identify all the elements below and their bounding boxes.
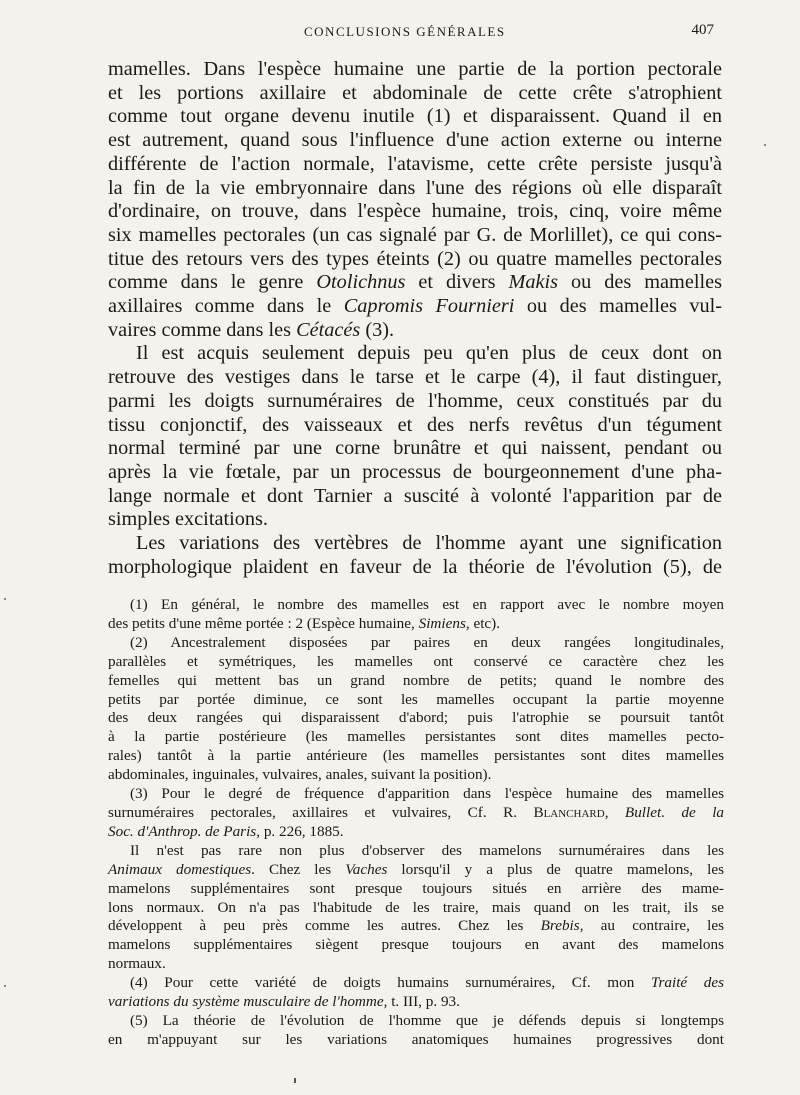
text-run: des petits d'une même portée : 2 (Espèce humaine, xyxy=(108,614,419,632)
scan-speck xyxy=(4,985,6,987)
running-title: CONCLUSIONS GÉNÉRALES xyxy=(304,24,506,39)
book-title: Traité des xyxy=(650,974,724,992)
scan-mark xyxy=(294,1078,296,1083)
text-line xyxy=(108,974,724,993)
text-line: six mamelles pectorales (un cas signalé par G. de Morlillet), ce qui cons- xyxy=(108,223,722,246)
footnote-3-continued xyxy=(108,842,724,974)
footnotes xyxy=(108,596,724,1050)
text-line: est autrement, quand sous l'influence d'une action externe ou interne xyxy=(108,129,722,152)
genus-name: Otolichnus xyxy=(316,271,406,294)
text-run: comme dans le genre xyxy=(108,271,317,294)
journal-title: Bullet. de la xyxy=(624,803,725,821)
text-line xyxy=(108,319,722,343)
text-run: , p. 226, 1885. xyxy=(256,822,344,840)
text-run: . Chez les xyxy=(251,860,346,878)
text-line xyxy=(108,295,722,319)
footnote-1 xyxy=(108,596,724,634)
text-line: simples excitations. xyxy=(108,508,268,531)
text-line: normaux. xyxy=(108,955,166,973)
text-line: différente de l'action normale, l'atavisme, cette crête persiste jusqu'à xyxy=(108,152,722,175)
italic-term: Animaux domestiques xyxy=(108,860,252,878)
text-run: lorsqu'il y a plus de quatre mamelons, les xyxy=(387,860,725,878)
text-line: retrouve des vestiges dans le tarse et le carpe (4), il faut distinguer, xyxy=(108,366,722,389)
text-run: surnuméraires pectorales, axillaires et vulvaires, Cf. R. xyxy=(108,803,534,821)
text-line: morphologique plaident en faveur de la théorie de l'évolution (5), de xyxy=(108,555,722,578)
text-line: comme tout organe devenu inutile (1) et disparaissent. Quand il en xyxy=(108,105,722,128)
scan-speck xyxy=(4,598,6,600)
text-run: ou des mamelles xyxy=(558,271,722,294)
text-line: la fin de la vie embryonnaire dans l'une des régions où elle disparaît xyxy=(108,176,722,199)
text-run: , etc). xyxy=(465,614,501,632)
text-line: (5) La théorie de l'évolution de l'homme que je défends depuis si longtemps xyxy=(130,1011,724,1029)
text-line: parmi les doigts surnuméraires de l'homme, ceux constitués par du xyxy=(108,389,722,412)
text-run: , xyxy=(604,803,625,821)
footnote-3 xyxy=(108,785,724,842)
text-line: des deux rangées qui disparaissent d'abord; puis l'atrophie se poursuit tantôt xyxy=(108,709,724,727)
text-line: parallèles et symétriques, les mamelles ont conservé ce caractère chez les xyxy=(108,652,724,670)
text-line xyxy=(108,804,724,823)
text-line: mamelons supplémentaires siègent presque toujours en avant des mamelons xyxy=(108,936,724,954)
text-line: mamelons supplémentaires sont presque toujours situés en arrière des mame- xyxy=(108,879,724,897)
main-text xyxy=(108,58,722,579)
text-line: tissu conjonctif, des vaisseaux et des nerfs revêtus d'un tégument xyxy=(108,413,722,436)
text-line: d'ordinaire, on trouve, dans l'espèce humaine, trois, cinq, voire même xyxy=(108,200,722,223)
text-line: en m'appuyant sur les variations anatomiques humaines progressives dont xyxy=(108,1030,724,1048)
text-run: , au contraire, les xyxy=(579,917,725,935)
text-line: (1) En général, le nombre des mamelles est en rapport avec le nombre moyen xyxy=(130,596,724,613)
text-line: rales) tantôt à la partie antérieure (les mamelles persistantes sont dites mamelles xyxy=(108,747,724,765)
scan-speck xyxy=(764,144,766,146)
book-title: variations du système musculaire de l'homme xyxy=(108,993,384,1011)
text-run: axillaires comme dans le xyxy=(108,295,344,318)
paragraph-1 xyxy=(108,58,722,342)
text-line: mamelles. Dans l'espèce humaine une partie de la portion pectorale xyxy=(108,58,722,80)
text-line xyxy=(108,861,724,880)
taxon-name: Cétacés xyxy=(296,318,361,341)
text-run: (4) Pour cette variété de doigts humains surnuméraires, Cf. mon xyxy=(130,974,651,992)
footnote-2 xyxy=(108,634,724,785)
text-line: (2) Ancestralement disposées par paires en deux rangées longitudinales, xyxy=(130,633,724,651)
text-line: titue des retours vers des types éteints (2) ou quatre mamelles pectorales xyxy=(108,247,722,270)
paragraph-2 xyxy=(108,342,722,532)
paragraph-3 xyxy=(108,532,722,579)
italic-term: Brebis xyxy=(540,917,580,935)
page-number: 407 xyxy=(691,22,714,38)
text-line: lons normaux. On n'a pas l'habitude de les traire, mais quand on les trait, ils se xyxy=(108,898,724,916)
journal-title: Soc. d'Anthrop. de Paris xyxy=(108,822,257,840)
text-run: (3). xyxy=(360,318,395,341)
footnote-4 xyxy=(108,974,724,1012)
text-line: Il n'est pas rare non plus d'observer des mamelons surnuméraires dans les xyxy=(130,841,724,859)
text-run: vaires comme dans les xyxy=(108,318,297,341)
text-run: , t. III, p. 93. xyxy=(383,993,460,1011)
text-line: à la partie postérieure (les mamelles persistantes sont dites mamelles pecto- xyxy=(108,728,724,746)
text-run: et divers xyxy=(405,271,509,294)
text-line: et les portions axillaire et abdominale de cette crête s'atrophient xyxy=(108,81,722,104)
footnote-5 xyxy=(108,1012,724,1050)
text-line: normal terminé par une corne brunâtre et qui naissent, pendant ou xyxy=(108,437,722,460)
text-line: abdominales, inguinales, vulvaires, anales, suivant la position). xyxy=(108,766,492,784)
text-run: développent à peu près comme les autres. Chez les xyxy=(108,917,541,935)
taxon-name: Simiens xyxy=(418,614,466,632)
text-line: petits par portée diminue, ce sont les mamelles occupant la partie moyenne xyxy=(108,690,724,708)
text-line: lange normale et dont Tarnier a suscité à volonté l'apparition par de xyxy=(108,484,722,507)
text-line: après la vie fœtale, par un processus de bourgeonnement d'une pha- xyxy=(108,460,722,483)
author-name: Blanchard xyxy=(533,803,605,821)
text-line xyxy=(108,271,722,295)
text-line: (3) Pour le degré de fréquence d'apparition dans l'espèce humaine des mamelles xyxy=(130,785,724,803)
text-line xyxy=(108,917,724,936)
text-line xyxy=(108,823,724,842)
text-line xyxy=(108,993,724,1012)
text-line: Les variations des vertèbres de l'homme ayant une signification xyxy=(136,532,722,555)
italic-term: Vaches xyxy=(345,860,388,878)
text-line: femelles qui mettent bas un grand nombre de petits; quand le nombre des xyxy=(108,671,724,689)
species-name: Capromis Fournieri xyxy=(343,295,515,318)
text-line xyxy=(108,615,724,634)
text-line: Il est acquis seulement depuis peu qu'en plus de ceux dont on xyxy=(136,342,722,365)
text-run: ou des mamelles vul- xyxy=(514,295,722,318)
genus-name: Makis xyxy=(508,271,559,294)
